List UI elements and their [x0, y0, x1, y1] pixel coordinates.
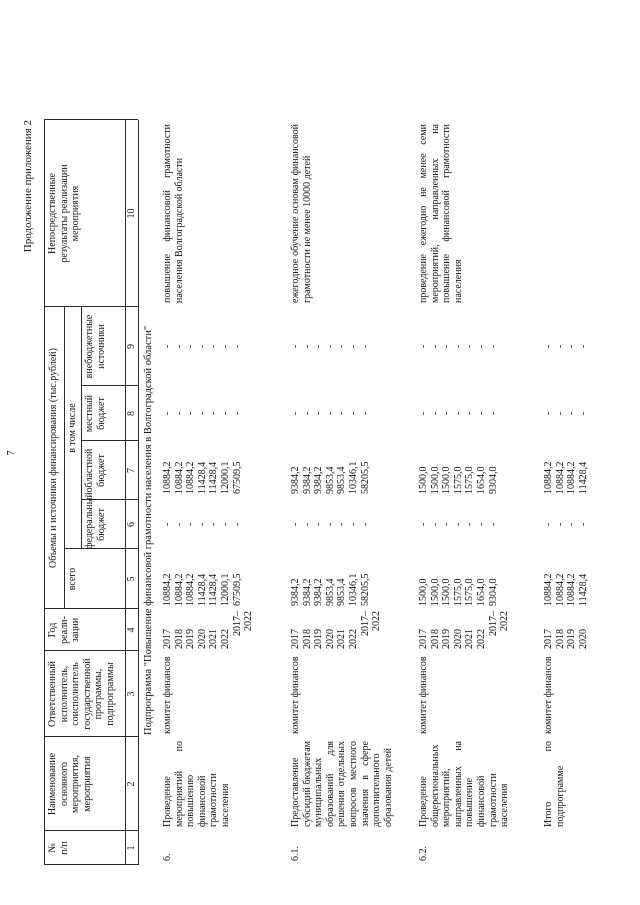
row-result: проведение ежегодно не менее семи мероприятий, направленных на повышение финансовой грамотности населения	[418, 124, 464, 303]
row-regional: 9384,2	[313, 466, 325, 494]
row-total: 9853,4	[336, 578, 348, 606]
row-regional: 9304,0	[487, 466, 499, 494]
row-local: -	[220, 411, 231, 416]
row-local: -	[196, 411, 208, 416]
row-year: 2020	[577, 629, 589, 649]
column-index-5: 5	[126, 576, 137, 582]
row-extrabudget: -	[231, 344, 243, 349]
row-year: 2022	[348, 629, 359, 649]
row-year: 2022	[476, 629, 487, 649]
row-extrabudget: -	[162, 344, 173, 349]
row-extrabudget: -	[290, 344, 301, 349]
row-regional: 9853,4	[336, 466, 348, 494]
row-extrabudget: -	[487, 344, 499, 349]
header-year: Год реали- зации	[47, 616, 82, 644]
row-local: -	[173, 411, 185, 416]
incl-subheader-rule	[81, 307, 82, 549]
row-total: 9384,2	[301, 578, 313, 606]
row-local: -	[566, 411, 578, 416]
row-regional: 9384,2	[301, 466, 313, 494]
row-number: 6.1.	[290, 846, 301, 861]
row-federal: -	[487, 522, 499, 527]
header-federal: федеральный бюджет	[84, 492, 107, 549]
row-total: 10346,1	[348, 573, 359, 606]
row-year: 2019	[185, 629, 197, 649]
row-local: -	[336, 411, 348, 416]
row-extrabudget: -	[208, 344, 220, 349]
row-extrabudget: -	[476, 344, 487, 349]
row-regional: 11428,4	[208, 461, 220, 494]
row-federal: -	[208, 522, 220, 527]
row-federal: -	[324, 522, 336, 527]
row-federal: -	[554, 522, 566, 527]
row-year: 2021	[208, 629, 220, 649]
row-activity-name: Проведение общерегиональных мероприятий, направленных на повышение финансовой грамотности населения	[418, 741, 511, 827]
row-regional: 67509,5	[231, 461, 243, 494]
row-federal: -	[196, 522, 208, 527]
row-regional: 1654,0	[476, 466, 487, 494]
row-regional: 1500,0	[418, 466, 429, 494]
row-local: -	[359, 411, 371, 416]
row-total: 9853,4	[324, 578, 336, 606]
row-year: 2021	[464, 629, 476, 649]
row-total: 1500,0	[429, 578, 441, 606]
row-responsible: комитет финансов	[162, 656, 173, 734]
header-num: № п/п	[47, 841, 70, 855]
row-year: 2017	[162, 629, 173, 649]
row-federal: -	[220, 522, 231, 527]
row-extrabudget: -	[196, 344, 208, 349]
row-regional: 10884,2	[543, 461, 554, 494]
column-index-7: 7	[126, 468, 137, 473]
row-total: 9384,2	[313, 578, 325, 606]
row-total: 9384,2	[290, 578, 301, 606]
row-local: -	[543, 411, 554, 416]
row-extrabudget: -	[452, 344, 464, 349]
row-local: -	[464, 411, 476, 416]
row-local: -	[476, 411, 487, 416]
header-funding: Объемы и источники финансирования (тыс.рублей)	[48, 348, 59, 568]
funding-subheader-rule	[64, 307, 65, 609]
row-year: 2020	[196, 629, 208, 649]
row-total: 11428,4	[577, 573, 589, 606]
row-local: -	[487, 411, 499, 416]
row-federal: -	[452, 522, 464, 527]
header-including: в том числе	[67, 403, 78, 453]
row-regional: 10884,2	[185, 461, 197, 494]
row-extrabudget: -	[324, 344, 336, 349]
row-regional: 11428,4	[196, 461, 208, 494]
row-responsible: комитет финансов	[418, 656, 429, 734]
row-federal: -	[185, 522, 197, 527]
row-federal: -	[429, 522, 441, 527]
row-regional: 9384,2	[290, 466, 301, 494]
row-federal: -	[301, 522, 313, 527]
row-total: 12000,1	[220, 573, 231, 606]
row-federal: -	[476, 522, 487, 527]
row-extrabudget: -	[566, 344, 578, 349]
row-federal: -	[231, 522, 243, 527]
column-index-1: 1	[126, 845, 137, 851]
row-total: 11428,4	[208, 573, 220, 606]
row-total: 1500,0	[441, 578, 453, 606]
column-index-9: 9	[126, 344, 137, 349]
row-activity-name: Предоставление субсидий бюджетам муниципальных образований для решения отдельных вопросов местного значения в сфере дополнительного образования детей	[290, 741, 394, 827]
row-number: 6.2.	[418, 846, 429, 861]
header-result: Непосредственные результаты реализации мероприятия	[47, 164, 82, 263]
row-result: повышение финансовой грамотности населения Волгоградской области	[162, 124, 185, 303]
row-federal: -	[441, 522, 453, 527]
row-regional: 10884,2	[173, 461, 185, 494]
row-regional: 1500,0	[429, 466, 441, 494]
row-extrabudget: -	[185, 344, 197, 349]
header-regional: областной бюджет	[84, 448, 107, 493]
row-extrabudget: -	[220, 344, 231, 349]
header-total: всего	[67, 567, 78, 591]
row-extrabudget: -	[441, 344, 453, 349]
row-year: 2022	[220, 629, 231, 649]
row-year: 2017–2022	[359, 611, 383, 636]
row-result: ежегодное обучение основам финансовой грамотности не менее 10000 детей	[290, 124, 313, 303]
row-responsible: комитет финансов	[290, 656, 301, 734]
row-total: 67509,5	[231, 573, 243, 606]
row-year: 2017	[290, 629, 301, 649]
row-local: -	[452, 411, 464, 416]
row-local: -	[441, 411, 453, 416]
column-index-10: 10	[126, 208, 137, 219]
row-local: -	[208, 411, 220, 416]
row-total: 1500,0	[418, 578, 429, 606]
row-local: -	[185, 411, 197, 416]
row-year: 2018	[429, 629, 441, 649]
column-index-2: 2	[126, 781, 137, 787]
row-local: -	[324, 411, 336, 416]
row-total: 10884,2	[543, 573, 554, 606]
row-extrabudget: -	[577, 344, 589, 349]
row-regional: 10884,2	[566, 461, 578, 494]
row-federal: -	[543, 522, 554, 527]
row-federal: -	[348, 522, 359, 527]
row-local: -	[418, 411, 429, 416]
row-local: -	[301, 411, 313, 416]
row-extrabudget: -	[359, 344, 371, 349]
row-activity-name: Итого по подпрограмме	[543, 741, 566, 827]
row-year: 2018	[301, 629, 313, 649]
row-year: 2018	[173, 629, 185, 649]
row-year: 2017	[418, 629, 429, 649]
row-regional: 1575,0	[452, 466, 464, 494]
column-index-3: 3	[126, 691, 137, 697]
subprogram-title: Подпрограмма "Повышение финансовой грамотности населения в Волгоградской области"	[143, 325, 154, 735]
row-federal: -	[173, 522, 185, 527]
row-regional: 11428,4	[577, 461, 589, 494]
row-extrabudget: -	[313, 344, 325, 349]
page-number: 7	[6, 450, 17, 456]
column-index-6: 6	[126, 522, 137, 527]
row-year: 2019	[441, 629, 453, 649]
row-year: 2017–2022	[231, 611, 255, 636]
continuation-label: Продолжение приложения 2	[22, 120, 34, 253]
row-extrabudget: -	[464, 344, 476, 349]
row-year: 2018	[554, 629, 566, 649]
row-local: -	[429, 411, 441, 416]
row-local: -	[162, 411, 173, 416]
row-regional: 58205,5	[359, 461, 371, 494]
row-regional: 1500,0	[441, 466, 453, 494]
column-index-8: 8	[126, 411, 137, 416]
row-regional: 1575,0	[464, 466, 476, 494]
header-responsible: Ответственный исполнитель, соисполнитель государственной программы, подпрограммы	[47, 658, 116, 730]
row-total: 10884,2	[173, 573, 185, 606]
row-responsible: комитет финансов	[543, 656, 554, 734]
column-index-4: 4	[126, 627, 137, 633]
row-local: -	[554, 411, 566, 416]
row-extrabudget: -	[554, 344, 566, 349]
header-local: местный бюджет	[84, 394, 107, 433]
row-extrabudget: -	[418, 344, 429, 349]
row-year: 2019	[566, 629, 578, 649]
row-extrabudget: -	[173, 344, 185, 349]
row-activity-name: Проведение мероприятий по повышению финансовой грамотности населения	[162, 741, 231, 827]
row-extrabudget: -	[336, 344, 348, 349]
row-total: 10884,2	[185, 573, 197, 606]
row-federal: -	[577, 522, 589, 527]
row-year: 2020	[324, 629, 336, 649]
header-top-rule	[44, 120, 45, 865]
row-local: -	[290, 411, 301, 416]
header-extrabudget: внебюджетные источники	[84, 314, 107, 379]
row-year: 2017–2022	[487, 611, 511, 636]
row-federal: -	[313, 522, 325, 527]
row-federal: -	[359, 522, 371, 527]
row-extrabudget: -	[429, 344, 441, 349]
row-federal: -	[418, 522, 429, 527]
row-total: 10884,2	[162, 573, 173, 606]
row-regional: 10346,1	[348, 461, 359, 494]
row-total: 1654,0	[476, 578, 487, 606]
row-total: 10884,2	[554, 573, 566, 606]
row-local: -	[313, 411, 325, 416]
row-federal: -	[566, 522, 578, 527]
row-local: -	[577, 411, 589, 416]
row-total: 1575,0	[452, 578, 464, 606]
row-regional: 12000,1	[220, 461, 231, 494]
row-extrabudget: -	[348, 344, 359, 349]
row-federal: -	[464, 522, 476, 527]
row-federal: -	[290, 522, 301, 527]
header-name: Наименование основного мероприятия, мероприятия	[47, 752, 93, 816]
row-total: 58205,5	[359, 573, 371, 606]
row-extrabudget: -	[301, 344, 313, 349]
index-row-rule	[138, 120, 139, 865]
row-total: 11428,4	[196, 573, 208, 606]
row-total: 10884,2	[566, 573, 578, 606]
row-total: 9304,0	[487, 578, 499, 606]
row-year: 2019	[313, 629, 325, 649]
row-extrabudget: -	[543, 344, 554, 349]
row-local: -	[348, 411, 359, 416]
row-year: 2020	[452, 629, 464, 649]
row-local: -	[231, 411, 243, 416]
row-total: 1575,0	[464, 578, 476, 606]
row-federal: -	[162, 522, 173, 527]
row-regional: 10884,2	[162, 461, 173, 494]
row-year: 2021	[336, 629, 348, 649]
row-number: 6.	[162, 853, 173, 861]
row-federal: -	[336, 522, 348, 527]
row-regional: 10884,2	[554, 461, 566, 494]
row-year: 2017	[543, 629, 554, 649]
row-regional: 9853,4	[324, 466, 336, 494]
